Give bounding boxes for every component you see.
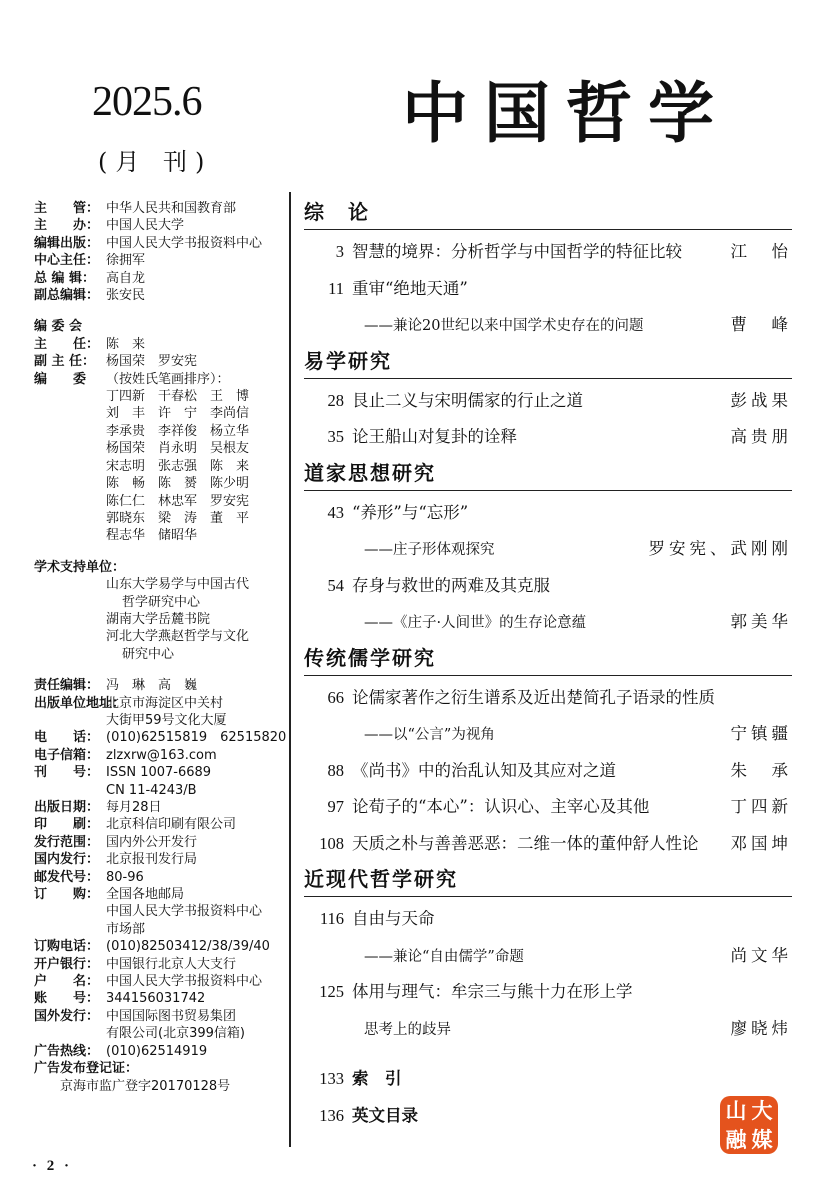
info-value: zlzxrw@163.com — [106, 747, 217, 763]
info-row — [34, 973, 284, 990]
info-row — [34, 336, 284, 353]
toc-article-title: 自由与天命 — [352, 909, 435, 928]
info-label: 责任编辑： — [34, 678, 100, 694]
toc-entry — [304, 901, 792, 938]
toc-back-entry — [304, 1061, 792, 1098]
info-label: 订购电话： — [34, 939, 100, 955]
toc-article-title: 论荀子的“本心”：认识心、主宰心及其他 — [352, 797, 650, 816]
info-row — [34, 869, 284, 886]
info-value: （按姓氏笔画排序）： — [106, 371, 230, 387]
info-value: 344156031742 — [106, 991, 206, 1007]
toc-section-heading: 易学研究 — [304, 344, 792, 379]
info-value: (010)62514919 — [106, 1043, 208, 1059]
info-row — [34, 834, 284, 851]
info-label: 总 编 辑： — [34, 270, 96, 286]
info-row — [34, 921, 284, 938]
toc-entry — [304, 604, 792, 641]
toc-author: 丁四新 — [730, 797, 792, 816]
toc-author: 彭战果 — [730, 390, 792, 410]
info-label: 刊 号： — [34, 765, 100, 781]
info-value: 北京报刊发行局 — [106, 852, 198, 868]
toc-page-number: 88 — [327, 760, 344, 780]
support-unit-line: 研究中心 — [122, 646, 175, 662]
info-row — [34, 816, 284, 833]
toc-entry — [304, 938, 792, 975]
toc-article-title: ——庄子形体观探究 — [364, 542, 495, 558]
info-row — [34, 782, 284, 799]
logo-char: 融 — [725, 1127, 747, 1152]
column-divider — [289, 192, 291, 1147]
toc-section-heading: 道家思想研究 — [304, 456, 792, 491]
toc-entry — [304, 568, 792, 605]
toc-author: 江 怡 — [730, 242, 792, 261]
info-value: 中国人民大学书报资料中心 — [106, 974, 263, 990]
info-label: 发行范围： — [34, 834, 100, 850]
info-label: 广告热线： — [34, 1043, 100, 1059]
committee-member-line: 陈 畅 陈 赟 陈少明 — [106, 476, 250, 492]
info-row — [34, 252, 284, 269]
info-label — [34, 782, 106, 799]
toc-entry — [304, 419, 792, 456]
toc-section-heading: 传统儒学研究 — [304, 641, 792, 676]
toc-page-number: 97 — [327, 797, 344, 816]
committee-member-line: 刘 丰 许 宁 李尚信 — [106, 406, 250, 422]
info-value: 中国国际图书贸易集团 — [106, 1008, 237, 1024]
ad-value: 京海市监广登字20170128号 — [60, 1078, 231, 1094]
info-row — [34, 270, 284, 287]
support-unit-line: 哲学研究中心 — [122, 594, 201, 610]
toc-page-number: 108 — [319, 833, 344, 853]
info-value: 中国人民大学 — [106, 218, 185, 234]
info-row — [34, 287, 284, 304]
toc-page-number: 43 — [327, 502, 344, 522]
toc-page-number: 11 — [328, 278, 344, 298]
toc-page-number: 28 — [327, 390, 344, 410]
table-of-contents — [304, 195, 792, 1134]
toc-article-title: “养形”与“忘形” — [352, 502, 469, 522]
committee-member-line: 郭晓东 梁 涛 董 平 — [106, 510, 250, 526]
info-value: (010)82503412/38/39/40 — [106, 939, 270, 955]
committee-member-line: 杨国荣 肖永明 吴根友 — [106, 441, 250, 457]
toc-author: 邓国坤 — [730, 833, 792, 853]
info-row — [34, 747, 284, 764]
info-label: 邮发代号： — [34, 869, 100, 885]
info-value: 国内外公开发行 — [106, 834, 198, 850]
info-row — [34, 712, 284, 729]
info-value: 徐拥军 — [106, 253, 146, 269]
support-unit-line: 湖南大学岳麓书院 — [106, 611, 211, 627]
committee-title: 编 委 会 — [34, 319, 83, 335]
info-row — [34, 677, 284, 694]
info-row — [34, 371, 284, 388]
info-label: 国内发行： — [34, 852, 100, 868]
frequency-label: (月 刊) — [98, 148, 213, 176]
toc-back-title: 英文目录 — [352, 1105, 418, 1125]
info-row — [34, 851, 284, 868]
info-value: 中国银行北京人大支行 — [106, 956, 237, 972]
toc-entry — [304, 495, 792, 532]
toc-entry — [304, 789, 792, 826]
info-label: 副总编辑： — [34, 288, 100, 304]
toc-section-heading: 近现代哲学研究 — [304, 862, 792, 897]
toc-back-title: 索 引 — [352, 1069, 402, 1088]
info-label: 副 主 任： — [34, 354, 96, 370]
toc-article-title: ——以“公言”为视角 — [364, 727, 495, 743]
toc-author: 尚文华 — [730, 945, 792, 965]
info-value: 大街甲59号文化大厦 — [106, 712, 227, 728]
toc-entry — [304, 383, 792, 420]
toc-entry — [304, 1011, 792, 1048]
support-unit-line: 河北大学燕赵哲学与文化 — [106, 629, 250, 645]
info-label: 电子信箱： — [34, 747, 100, 763]
info-value: (010)62515819 62515820 — [106, 730, 287, 746]
info-value: 张安民 — [106, 288, 146, 304]
toc-entry — [304, 271, 792, 308]
info-label: 户 名： — [34, 974, 100, 990]
info-label: 电 话： — [34, 730, 100, 746]
info-label: 主 办： — [34, 218, 100, 234]
info-label: 账 号： — [34, 991, 100, 1007]
info-row — [34, 695, 284, 712]
toc-page-number: 116 — [319, 909, 344, 928]
toc-entry — [304, 753, 792, 790]
toc-author: 朱 承 — [730, 760, 792, 780]
info-row — [34, 235, 284, 252]
info-label: 主 管： — [34, 201, 100, 216]
issue-number: 2025.6 — [92, 79, 202, 125]
info-value: 北京市海淀区中关村 — [106, 695, 224, 711]
toc-entry — [304, 716, 792, 753]
toc-article-title: 艮止二义与宋明儒家的行止之道 — [352, 390, 583, 410]
info-label: 出版单位地址： — [34, 695, 126, 711]
toc-page-number: 3 — [335, 242, 344, 261]
info-label: 出版日期： — [34, 800, 100, 815]
info-label: 编辑出版： — [34, 235, 100, 251]
toc-entry — [304, 531, 792, 568]
toc-author: 宁镇疆 — [730, 724, 792, 743]
committee-member-line: 李承贵 李祥俊 杨立华 — [106, 423, 250, 439]
toc-entry — [304, 974, 792, 1011]
toc-author: 郭美华 — [730, 612, 792, 631]
info-value: 冯 琳 高 巍 — [106, 678, 198, 694]
info-label: 中心主任： — [34, 253, 100, 269]
info-row — [34, 1043, 284, 1060]
committee-member-line: 程志华 储昭华 — [106, 528, 198, 544]
info-value: 中国人民大学书报资料中心 — [106, 904, 263, 920]
toc-page-number: 54 — [327, 575, 344, 595]
logo-char: 媒 — [751, 1127, 773, 1152]
toc-article-title: ——兼论“自由儒学”命题 — [364, 948, 524, 965]
committee-member-line: 宋志明 张志强 陈 来 — [106, 458, 250, 474]
info-value: 80-96 — [106, 869, 144, 885]
support-unit-line: 山东大学易学与中国古代 — [106, 577, 250, 593]
toc-article-title: ——《庄子·人间世》的生存论意蕴 — [364, 615, 587, 631]
toc-article-title: 《尚书》中的治乱认知及其应对之道 — [352, 760, 616, 780]
toc-section-heading: 综 论 — [304, 195, 792, 230]
info-row — [34, 1008, 284, 1025]
toc-back-entry — [304, 1098, 792, 1135]
info-value: ISSN 1007-6689 — [106, 765, 212, 781]
info-value: 北京科信印刷有限公司 — [106, 817, 237, 833]
toc-article-title: 体用与理气：牟宗三与熊十力在形上学 — [352, 982, 633, 1001]
toc-page-number: 35 — [327, 427, 344, 446]
info-value: 中华人民共和国教育部 — [106, 201, 237, 216]
logo-char: 山 — [725, 1098, 747, 1123]
info-row — [34, 903, 284, 920]
info-row — [34, 990, 284, 1007]
toc-article-title: 重审“绝地天通” — [352, 278, 468, 298]
toc-entry — [304, 307, 792, 344]
info-row — [34, 1025, 284, 1042]
toc-author: 曹 峰 — [730, 315, 792, 334]
toc-page-number: 125 — [319, 982, 344, 1001]
info-row — [34, 353, 284, 370]
info-row — [34, 886, 284, 903]
info-label: 主 任： — [34, 336, 100, 352]
info-row — [34, 729, 287, 746]
info-row — [34, 764, 284, 781]
toc-entry — [304, 234, 792, 271]
journal-title: 中国哲学 — [402, 75, 730, 152]
ad-label: 广告发布登记证： — [34, 1061, 139, 1077]
toc-article-title: 论王船山对复卦的诠释 — [352, 427, 517, 446]
masthead-info — [34, 200, 287, 1095]
info-label: 开户银行： — [34, 956, 100, 972]
support-label: 学术支持单位： — [34, 559, 126, 575]
info-value: 全国各地邮局 — [106, 887, 185, 903]
shanda-media-logo — [720, 1096, 778, 1154]
info-label — [34, 921, 106, 938]
info-row — [34, 217, 284, 234]
toc-author: 罗安宪、武刚刚 — [648, 539, 792, 558]
toc-entry — [304, 826, 792, 863]
toc-author: 高贵朋 — [730, 427, 792, 446]
info-row — [34, 200, 284, 217]
info-value: 每月28日 — [106, 800, 162, 815]
info-value: 市场部 — [106, 921, 146, 937]
committee-member-line: 丁四新 干春松 王 博 — [106, 389, 250, 405]
toc-author: 廖晓炜 — [730, 1018, 792, 1038]
info-value: 有限公司(北京399信箱) — [106, 1026, 245, 1042]
toc-article-title: 天质之朴与善善恶恶：二维一体的董仲舒人性论 — [352, 833, 699, 853]
info-value: 高自龙 — [106, 270, 146, 286]
info-label: 国外发行： — [34, 1008, 100, 1024]
toc-page-number: 136 — [319, 1105, 344, 1125]
info-row — [34, 799, 284, 816]
toc-article-title: 存身与救世的两难及其克服 — [352, 575, 550, 595]
info-value: 中国人民大学书报资料中心 — [106, 235, 263, 251]
committee-member-line: 陈仁仁 林忠军 罗安宪 — [106, 493, 250, 509]
logo-char: 大 — [751, 1098, 773, 1123]
page-number: · 2 · — [32, 1158, 73, 1174]
toc-article-title: 智慧的境界：分析哲学与中国哲学的特征比较 — [352, 242, 682, 261]
info-label — [34, 903, 106, 920]
info-label — [34, 712, 106, 729]
info-label: 订 购： — [34, 887, 100, 903]
toc-article-title: 思考上的歧异 — [364, 1021, 451, 1038]
toc-page-number: 133 — [319, 1069, 344, 1088]
info-value: 杨国荣 罗安宪 — [106, 354, 198, 370]
info-label — [34, 1025, 106, 1042]
info-row — [34, 956, 284, 973]
info-value: CN 11-4243/B — [106, 782, 197, 798]
info-row — [34, 938, 284, 955]
toc-article-title: ——兼论20世纪以来中国学术史存在的问题 — [364, 318, 644, 334]
info-label: 印 刷： — [34, 817, 100, 833]
info-label: 编 委 — [34, 371, 87, 387]
info-value: 陈 来 — [106, 336, 146, 352]
toc-article-title: 论儒家著作之衍生谱系及近出楚简孔子语录的性质 — [352, 687, 715, 707]
toc-entry — [304, 680, 792, 717]
toc-page-number: 66 — [327, 687, 344, 707]
